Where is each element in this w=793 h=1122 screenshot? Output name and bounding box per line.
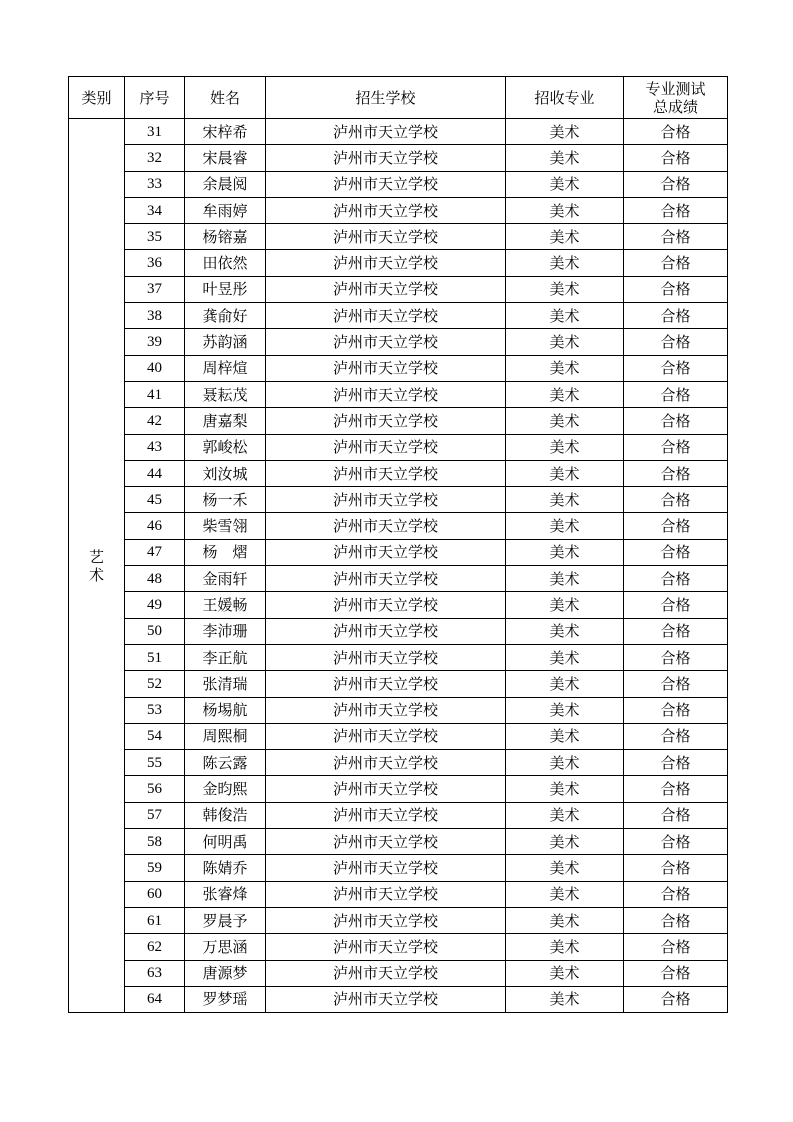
result-cell: 合格 — [624, 618, 728, 644]
table-row — [69, 776, 728, 802]
seq-cell: 31 — [125, 119, 185, 145]
table-row — [69, 145, 728, 171]
table-row — [69, 671, 728, 697]
school-cell: 泸州市天立学校 — [266, 303, 506, 329]
seq-cell: 46 — [125, 513, 185, 539]
major-cell: 美术 — [506, 881, 624, 907]
major-cell: 美术 — [506, 355, 624, 381]
table-row — [69, 934, 728, 960]
major-cell: 美术 — [506, 671, 624, 697]
table-row — [69, 276, 728, 302]
seq-cell: 48 — [125, 566, 185, 592]
school-cell: 泸州市天立学校 — [266, 750, 506, 776]
school-cell: 泸州市天立学校 — [266, 618, 506, 644]
major-cell: 美术 — [506, 171, 624, 197]
table-row — [69, 460, 728, 486]
result-cell: 合格 — [624, 960, 728, 986]
school-cell: 泸州市天立学校 — [266, 460, 506, 486]
name-cell: 宋梓希 — [185, 119, 266, 145]
school-cell: 泸州市天立学校 — [266, 487, 506, 513]
name-cell: 王媛畅 — [185, 592, 266, 618]
result-cell: 合格 — [624, 408, 728, 434]
result-cell: 合格 — [624, 513, 728, 539]
result-cell: 合格 — [624, 776, 728, 802]
result-cell: 合格 — [624, 487, 728, 513]
result-cell: 合格 — [624, 329, 728, 355]
result-cell: 合格 — [624, 171, 728, 197]
major-cell: 美术 — [506, 145, 624, 171]
result-cell: 合格 — [624, 855, 728, 881]
seq-cell: 32 — [125, 145, 185, 171]
school-cell: 泸州市天立学校 — [266, 224, 506, 250]
result-cell: 合格 — [624, 276, 728, 302]
major-cell: 美术 — [506, 618, 624, 644]
result-cell: 合格 — [624, 460, 728, 486]
table-header — [69, 77, 728, 119]
table-row — [69, 250, 728, 276]
result-cell: 合格 — [624, 250, 728, 276]
school-cell: 泸州市天立学校 — [266, 566, 506, 592]
school-cell: 泸州市天立学校 — [266, 829, 506, 855]
name-cell: 李沛珊 — [185, 618, 266, 644]
school-cell: 泸州市天立学校 — [266, 644, 506, 670]
name-cell: 周熙桐 — [185, 723, 266, 749]
result-cell: 合格 — [624, 145, 728, 171]
major-cell: 美术 — [506, 460, 624, 486]
result-cell: 合格 — [624, 355, 728, 381]
school-cell: 泸州市天立学校 — [266, 776, 506, 802]
table-row — [69, 723, 728, 749]
major-cell: 美术 — [506, 276, 624, 302]
result-cell: 合格 — [624, 934, 728, 960]
seq-cell: 62 — [125, 934, 185, 960]
major-cell: 美术 — [506, 907, 624, 933]
name-cell: 柴雪翎 — [185, 513, 266, 539]
table-row — [69, 566, 728, 592]
school-cell: 泸州市天立学校 — [266, 408, 506, 434]
roster-table — [68, 76, 728, 1013]
result-cell: 合格 — [624, 750, 728, 776]
school-cell: 泸州市天立学校 — [266, 197, 506, 223]
seq-cell: 40 — [125, 355, 185, 381]
result-cell: 合格 — [624, 907, 728, 933]
header-category: 类别 — [69, 77, 125, 119]
seq-cell: 63 — [125, 960, 185, 986]
seq-cell: 45 — [125, 487, 185, 513]
school-cell: 泸州市天立学校 — [266, 934, 506, 960]
name-cell: 聂耘茂 — [185, 381, 266, 407]
name-cell: 余晨阅 — [185, 171, 266, 197]
school-cell: 泸州市天立学校 — [266, 697, 506, 723]
seq-cell: 51 — [125, 644, 185, 670]
result-cell: 合格 — [624, 224, 728, 250]
header-seq: 序号 — [125, 77, 185, 119]
school-cell: 泸州市天立学校 — [266, 119, 506, 145]
major-cell: 美术 — [506, 566, 624, 592]
name-cell: 唐嘉梨 — [185, 408, 266, 434]
table-row — [69, 644, 728, 670]
seq-cell: 43 — [125, 434, 185, 460]
name-cell: 韩俊浩 — [185, 802, 266, 828]
seq-cell: 49 — [125, 592, 185, 618]
seq-cell: 33 — [125, 171, 185, 197]
table-row — [69, 513, 728, 539]
table-row — [69, 355, 728, 381]
header-score-line2: 总成绩 — [652, 97, 698, 116]
name-cell: 罗晨予 — [185, 907, 266, 933]
name-cell: 苏韵涵 — [185, 329, 266, 355]
major-cell: 美术 — [506, 539, 624, 565]
name-cell: 张睿烽 — [185, 881, 266, 907]
name-cell: 陈婧乔 — [185, 855, 266, 881]
result-cell: 合格 — [624, 592, 728, 618]
major-cell: 美术 — [506, 750, 624, 776]
major-cell: 美术 — [506, 776, 624, 802]
table-row — [69, 907, 728, 933]
school-cell: 泸州市天立学校 — [266, 855, 506, 881]
header-score-line1: 专业测试 — [645, 79, 706, 98]
seq-cell: 44 — [125, 460, 185, 486]
result-cell: 合格 — [624, 434, 728, 460]
result-cell: 合格 — [624, 671, 728, 697]
name-cell: 何明禹 — [185, 829, 266, 855]
school-cell: 泸州市天立学校 — [266, 671, 506, 697]
school-cell: 泸州市天立学校 — [266, 986, 506, 1012]
school-cell: 泸州市天立学校 — [266, 145, 506, 171]
name-cell: 牟雨婷 — [185, 197, 266, 223]
result-cell: 合格 — [624, 829, 728, 855]
header-name: 姓名 — [185, 77, 266, 119]
major-cell: 美术 — [506, 986, 624, 1012]
category-cell — [69, 119, 125, 1013]
result-cell: 合格 — [624, 644, 728, 670]
seq-cell: 39 — [125, 329, 185, 355]
category-char-2: 术 — [88, 565, 104, 584]
seq-cell: 38 — [125, 303, 185, 329]
seq-cell: 58 — [125, 829, 185, 855]
header-school: 招生学校 — [266, 77, 506, 119]
name-cell: 宋晨睿 — [185, 145, 266, 171]
table-row — [69, 171, 728, 197]
name-cell: 金昀熙 — [185, 776, 266, 802]
major-cell: 美术 — [506, 224, 624, 250]
seq-cell: 36 — [125, 250, 185, 276]
school-cell: 泸州市天立学校 — [266, 960, 506, 986]
table-row — [69, 329, 728, 355]
name-cell: 杨镕嘉 — [185, 224, 266, 250]
major-cell: 美术 — [506, 592, 624, 618]
seq-cell: 42 — [125, 408, 185, 434]
school-cell: 泸州市天立学校 — [266, 250, 506, 276]
major-cell: 美术 — [506, 329, 624, 355]
table-row — [69, 487, 728, 513]
school-cell: 泸州市天立学校 — [266, 276, 506, 302]
result-cell: 合格 — [624, 723, 728, 749]
seq-cell: 54 — [125, 723, 185, 749]
table-row — [69, 434, 728, 460]
seq-cell: 60 — [125, 881, 185, 907]
school-cell: 泸州市天立学校 — [266, 881, 506, 907]
major-cell: 美术 — [506, 829, 624, 855]
name-cell: 刘汝城 — [185, 460, 266, 486]
table-row — [69, 381, 728, 407]
name-cell: 陈云露 — [185, 750, 266, 776]
seq-cell: 47 — [125, 539, 185, 565]
school-cell: 泸州市天立学校 — [266, 802, 506, 828]
school-cell: 泸州市天立学校 — [266, 381, 506, 407]
name-cell: 金雨轩 — [185, 566, 266, 592]
name-cell: 罗梦瑶 — [185, 986, 266, 1012]
school-cell: 泸州市天立学校 — [266, 723, 506, 749]
seq-cell: 52 — [125, 671, 185, 697]
table-row — [69, 303, 728, 329]
major-cell: 美术 — [506, 197, 624, 223]
table-row — [69, 750, 728, 776]
table-row — [69, 119, 728, 145]
major-cell: 美术 — [506, 408, 624, 434]
name-cell: 张清瑞 — [185, 671, 266, 697]
table-row — [69, 539, 728, 565]
result-cell: 合格 — [624, 381, 728, 407]
major-cell: 美术 — [506, 487, 624, 513]
major-cell: 美术 — [506, 434, 624, 460]
name-cell: 杨一禾 — [185, 487, 266, 513]
seq-cell: 59 — [125, 855, 185, 881]
school-cell: 泸州市天立学校 — [266, 355, 506, 381]
table-row — [69, 592, 728, 618]
table-row — [69, 408, 728, 434]
result-cell: 合格 — [624, 986, 728, 1012]
header-row — [69, 77, 728, 119]
name-cell: 李正航 — [185, 644, 266, 670]
name-cell: 田依然 — [185, 250, 266, 276]
major-cell: 美术 — [506, 697, 624, 723]
table-row — [69, 881, 728, 907]
major-cell: 美术 — [506, 855, 624, 881]
result-cell: 合格 — [624, 197, 728, 223]
major-cell: 美术 — [506, 802, 624, 828]
seq-cell: 64 — [125, 986, 185, 1012]
table-row — [69, 855, 728, 881]
table-row — [69, 224, 728, 250]
major-cell: 美术 — [506, 381, 624, 407]
major-cell: 美术 — [506, 250, 624, 276]
table-row — [69, 986, 728, 1012]
seq-cell: 61 — [125, 907, 185, 933]
result-cell: 合格 — [624, 697, 728, 723]
school-cell: 泸州市天立学校 — [266, 907, 506, 933]
seq-cell: 35 — [125, 224, 185, 250]
name-cell: 叶昱彤 — [185, 276, 266, 302]
table-row — [69, 829, 728, 855]
school-cell: 泸州市天立学校 — [266, 434, 506, 460]
name-cell: 郭峻松 — [185, 434, 266, 460]
table-body — [69, 119, 728, 1013]
category-char-1: 艺 — [88, 547, 104, 566]
school-cell: 泸州市天立学校 — [266, 539, 506, 565]
major-cell: 美术 — [506, 723, 624, 749]
seq-cell: 50 — [125, 618, 185, 644]
table-row — [69, 802, 728, 828]
school-cell: 泸州市天立学校 — [266, 592, 506, 618]
name-cell: 杨埸航 — [185, 697, 266, 723]
table-row — [69, 618, 728, 644]
school-cell: 泸州市天立学校 — [266, 513, 506, 539]
seq-cell: 57 — [125, 802, 185, 828]
seq-cell: 53 — [125, 697, 185, 723]
name-cell: 杨 熠 — [185, 539, 266, 565]
table-row — [69, 960, 728, 986]
school-cell: 泸州市天立学校 — [266, 171, 506, 197]
name-cell: 周梓煊 — [185, 355, 266, 381]
name-cell: 唐源梦 — [185, 960, 266, 986]
result-cell: 合格 — [624, 303, 728, 329]
table-row — [69, 197, 728, 223]
seq-cell: 55 — [125, 750, 185, 776]
header-score — [624, 77, 728, 119]
result-cell: 合格 — [624, 539, 728, 565]
name-cell: 龚俞好 — [185, 303, 266, 329]
table-row — [69, 697, 728, 723]
major-cell: 美术 — [506, 934, 624, 960]
seq-cell: 56 — [125, 776, 185, 802]
major-cell: 美术 — [506, 119, 624, 145]
result-cell: 合格 — [624, 802, 728, 828]
result-cell: 合格 — [624, 119, 728, 145]
school-cell: 泸州市天立学校 — [266, 329, 506, 355]
major-cell: 美术 — [506, 303, 624, 329]
seq-cell: 34 — [125, 197, 185, 223]
header-major: 招收专业 — [506, 77, 624, 119]
result-cell: 合格 — [624, 881, 728, 907]
name-cell: 万思涵 — [185, 934, 266, 960]
major-cell: 美术 — [506, 644, 624, 670]
seq-cell: 41 — [125, 381, 185, 407]
major-cell: 美术 — [506, 960, 624, 986]
seq-cell: 37 — [125, 276, 185, 302]
result-cell: 合格 — [624, 566, 728, 592]
major-cell: 美术 — [506, 513, 624, 539]
